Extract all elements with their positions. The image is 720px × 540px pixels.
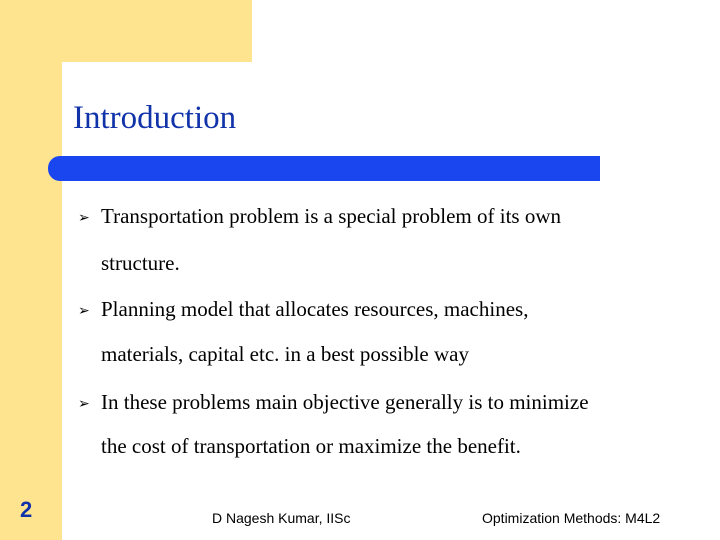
bullet-3-line-1: In these problems main objective generally is to minimize: [101, 390, 589, 414]
title-underline-bar: [48, 156, 600, 181]
footer-author: D Nagesh Kumar, IISc: [212, 510, 351, 526]
arrowhead-bullet-icon: ➢: [78, 397, 90, 412]
decor-band-left: [0, 0, 62, 540]
arrowhead-bullet-icon: ➢: [78, 304, 90, 319]
footer-course: Optimization Methods: M4L2: [482, 510, 661, 526]
bullet-1-line-2: structure.: [101, 251, 180, 275]
bullet-1-line-1: Transportation problem is a special problem of its own: [101, 204, 561, 228]
arrowhead-bullet-icon: ➢: [78, 211, 90, 226]
bullet-2-line-1: Planning model that allocates resources, machines,: [101, 297, 529, 321]
bullet-3-line-2: the cost of transportation or maximize the benefit.: [101, 434, 521, 458]
slide-number: 2: [20, 497, 33, 522]
slide-title: Introduction: [73, 100, 237, 136]
bullet-2-line-2: materials, capital etc. in a best possible way: [101, 342, 469, 366]
